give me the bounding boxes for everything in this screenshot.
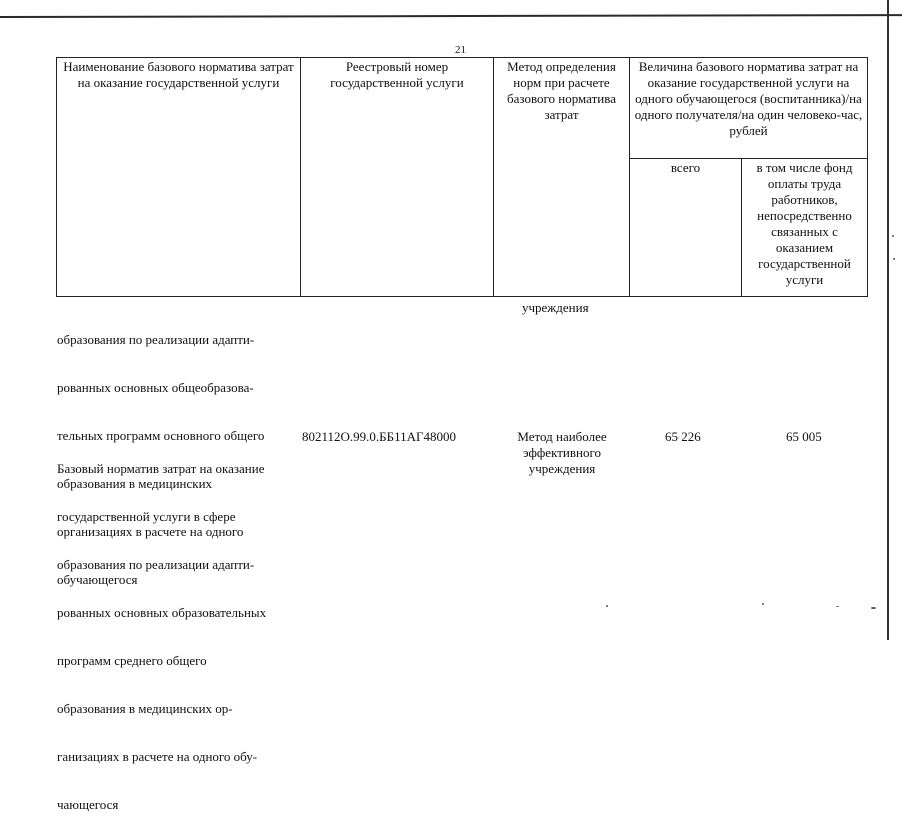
scan-speck xyxy=(892,235,894,237)
row-2-registry-number: 802112О.99.0.ББ11АГ48000 xyxy=(302,429,457,444)
row-2-name-line: программ среднего общего xyxy=(57,653,207,668)
row-2-service-name xyxy=(57,429,297,829)
header-method: Метод определения норм при расчете базового норматива затрат xyxy=(493,57,630,297)
scan-border-right xyxy=(887,0,889,640)
cost-norms-table-header xyxy=(56,57,868,297)
scan-speck xyxy=(606,605,608,607)
row-1-name-line: организациях в расчете на одного xyxy=(57,524,244,539)
row-1-name-line: рованных основных общеобразова- xyxy=(57,380,254,395)
row-2-name-line: рованных основных образовательных xyxy=(57,605,267,620)
row-1-name-line: обучающегося xyxy=(57,572,138,587)
row-1-name-line: образования в медицинских xyxy=(57,476,213,491)
row-2-name-line: ганизациях в расчете на одного обу- xyxy=(57,749,258,764)
header-wage-fund: в том числе фонд оплаты труда работников, непосредственно связанных с оказанием государственной услуги xyxy=(741,158,868,297)
row-2-total: 65 226 xyxy=(665,429,701,444)
header-total: всего xyxy=(629,158,742,297)
row-1-name-line: образования по реализации адапти- xyxy=(57,332,255,347)
row-1-name-line: тельных программ основного общего xyxy=(57,428,265,443)
scan-border-top xyxy=(0,14,902,18)
row-2-name-line: чающегося xyxy=(57,797,119,812)
scan-speck xyxy=(836,606,839,607)
row-2-wage-fund: 65 005 xyxy=(786,429,822,444)
row-2-name-line: государственной услуги в сфере xyxy=(57,509,236,524)
scan-speck xyxy=(871,607,876,609)
header-registry-number: Реестровый номер государственной услуги xyxy=(300,57,494,297)
row-2-name-line: Базовый норматив затрат на оказание xyxy=(57,461,265,476)
row-2-name-line: образования в медицинских ор- xyxy=(57,701,233,716)
header-norm-value: Величина базового норматива затрат на оказание государственной услуги на одного обучающегося (воспитанника)/на одного получателя/на один человеко-час, рублей xyxy=(629,57,868,159)
scan-speck xyxy=(762,603,764,605)
row-2-name-line: образования по реализации адапти- xyxy=(57,557,255,572)
header-service-name: Наименование базового норматива затрат на оказание государственной услуги xyxy=(56,57,301,297)
page-number: 21 xyxy=(455,44,466,56)
scan-speck xyxy=(893,258,895,260)
row-2-method: Метод наиболее эффективного учреждения xyxy=(517,429,607,476)
row-1-method: учреждения xyxy=(522,300,589,315)
